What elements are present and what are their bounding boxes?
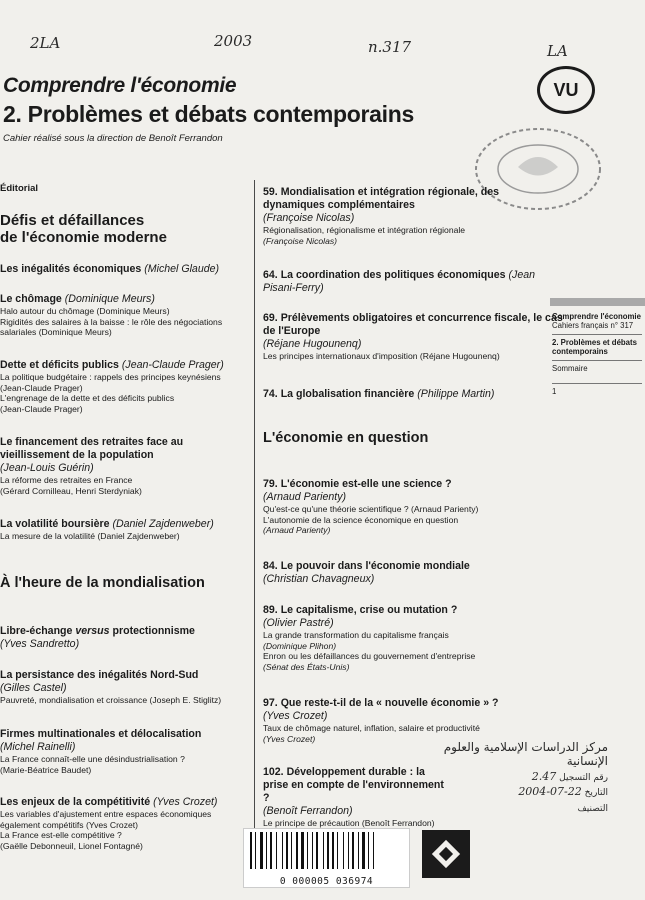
- entry-title: Le pouvoir dans l'économie mondiale: [280, 560, 470, 572]
- toc-entry[interactable]: [263, 604, 563, 672]
- entry-sub: La grande transformation du capitalisme français: [263, 630, 449, 640]
- entry-sub: (Jean-Claude Prager): [0, 403, 83, 414]
- barcode-bar: [343, 832, 344, 869]
- entry-author: (Philippe Martin): [417, 388, 495, 400]
- entry-sub: Enron ou les défaillances du gouvernement d'entreprise: [263, 651, 476, 662]
- entry-title: Le capitalisme, crise ou mutation ?: [280, 604, 458, 616]
- entry-author: (Yves Crozet): [263, 710, 328, 722]
- entry-author: (Benoît Ferrandon): [263, 805, 353, 817]
- side-issue: 2. Problèmes et débats contemporains: [552, 334, 642, 356]
- entry-page-number: 64.: [263, 269, 278, 281]
- barcode-bar: [368, 832, 369, 869]
- entry-sub: (Sénat des États-Unis): [263, 661, 350, 672]
- entry-title: Libre-échange: [0, 625, 73, 637]
- toc-entry[interactable]: [0, 669, 250, 706]
- entry-author: (Christian Chavagneux): [263, 573, 375, 585]
- toc-entry[interactable]: [263, 312, 563, 362]
- editorial-label: Éditorial: [0, 183, 39, 194]
- barcode-bar: [358, 832, 359, 869]
- toc-entry[interactable]: [263, 269, 563, 295]
- entry-title: Les inégalités économiques: [0, 263, 142, 275]
- entry-page-number: 102.: [263, 766, 284, 778]
- barcode-bar: [282, 832, 283, 869]
- entry-sub: La France connaît-elle une désindustrialisation ?: [0, 754, 185, 764]
- barcode-bar: [286, 832, 288, 869]
- barcode-bar: [327, 832, 329, 869]
- stamp-reg-value: 2.47: [531, 770, 557, 783]
- stamp-classify-label: التصنيف: [577, 804, 608, 814]
- side-series: Comprendre l'économie: [552, 312, 641, 321]
- entry-sub: La réforme des retraites en France: [0, 475, 133, 485]
- barcode-bar: [266, 832, 267, 869]
- barcode-bars-icon: [244, 829, 409, 871]
- stamp-date-value: 22-07-2004: [518, 785, 582, 798]
- entry-sub: Régionalisation, régionalisme et intégration régionale: [263, 225, 466, 235]
- entry-sub: Taux de chômage naturel, inflation, salaire et productivité: [263, 723, 480, 733]
- entry-title: La coordination des politiques économiques: [280, 269, 506, 281]
- entry-sub: L'autonomie de la science économique en question: [263, 514, 459, 525]
- toc-entry[interactable]: [0, 796, 250, 851]
- toc-entry[interactable]: [263, 560, 563, 586]
- toc-entry[interactable]: [0, 518, 250, 542]
- entry-sub: La politique budgétaire : rappels des principes keynésiens: [0, 372, 221, 382]
- side-panel-bar: [550, 298, 645, 306]
- barcode-bar: [270, 832, 272, 869]
- entry-sub: La France est-elle compétitive ?: [0, 830, 122, 841]
- handwritten-corner-note: LA: [547, 42, 568, 60]
- entry-sub: La mesure de la volatilité (Daniel Zajdenweber): [0, 531, 180, 541]
- entry-sub: salariales (Dominique Meurs): [0, 327, 112, 338]
- entry-title: Dette et déficits publics: [0, 359, 119, 371]
- entry-sub: L'engrenage de la dette et des déficits publics: [0, 393, 175, 404]
- entry-sub: Le principe de précaution (Benoît Ferrandon): [263, 818, 435, 828]
- entry-page-number: 79.: [263, 478, 278, 490]
- side-panel: [552, 312, 642, 396]
- entry-sub: (Marie-Béatrice Baudet): [0, 764, 92, 775]
- entry-title: Les enjeux de la compétitivité: [0, 796, 151, 808]
- entry-title: Prélèvements obligatoires et concurrence fiscale, le cas de l'Europe: [263, 312, 563, 337]
- entry-title: Le financement des retraites face au vieillissement de la population: [0, 436, 184, 461]
- entry-page-number: 89.: [263, 604, 278, 616]
- column-divider: [254, 180, 255, 840]
- entry-page-number: 84.: [263, 560, 278, 572]
- entry-title-italic: versus: [75, 625, 110, 637]
- entry-sub: (Gérard Cornilleau, Henri Sterdyniak): [0, 485, 142, 496]
- part2-title: À l'heure de la mondialisation: [0, 575, 205, 591]
- entry-author: (Yves Crozet): [153, 796, 218, 808]
- stamp-date-label: التاريخ: [584, 788, 608, 798]
- entry-author: (Jean-Louis Guérin): [0, 462, 94, 474]
- part1-title-line1: Défis et défaillances: [0, 212, 145, 229]
- entry-sub: Les variables d'ajustement entre espaces économiques: [0, 809, 212, 819]
- barcode-bar: [255, 832, 256, 869]
- toc-entry[interactable]: [263, 478, 563, 536]
- handwritten-number: n.317: [368, 38, 412, 56]
- entry-title-rest: protectionnisme: [112, 625, 195, 637]
- entry-author: (Michel Glaude): [144, 263, 220, 275]
- entry-title: Firmes multinationales et délocalisation: [0, 728, 202, 740]
- vu-logo-text: VU: [553, 79, 579, 100]
- side-cahier: Cahiers français n° 317: [552, 321, 634, 330]
- barcode-bar: [332, 832, 334, 869]
- barcode-bar: [291, 832, 292, 869]
- side-page-number: 1: [552, 383, 642, 396]
- barcode-bar: [316, 832, 318, 869]
- toc-entry[interactable]: [263, 697, 563, 744]
- barcode-bar: [323, 832, 324, 869]
- entry-author: (Arnaud Parienty): [263, 491, 347, 503]
- entry-title: La persistance des inégalités Nord-Sud: [0, 669, 199, 681]
- entry-author: (Jean-Claude Prager): [121, 359, 224, 371]
- entry-sub: (Yves Crozet): [263, 733, 316, 744]
- barcode-bar: [373, 832, 374, 869]
- barcode: [243, 828, 410, 888]
- barcode-bar: [250, 832, 252, 869]
- toc-entry[interactable]: [0, 293, 250, 338]
- entry-title: Le chômage: [0, 293, 62, 305]
- entry-sub: (Dominique Plihon): [263, 640, 337, 651]
- entry-sub: (Jean-Claude Prager): [0, 382, 83, 393]
- issue-subtitle: Cahier réalisé sous la direction de Benoît Ferrandon: [3, 133, 223, 144]
- entry-author: (Yves Sandretto): [0, 638, 80, 650]
- entry-page-number: 69.: [263, 312, 278, 324]
- entry-sub: Halo autour du chômage (Dominique Meurs): [0, 306, 170, 316]
- entry-page-number: 74.: [263, 388, 278, 400]
- entry-title: Que reste-t-il de la « nouvelle économie » ?: [280, 697, 499, 709]
- entry-title: Mondialisation et intégration régionale, des dynamiques complémentaires: [263, 186, 500, 211]
- toc-entry[interactable]: [0, 728, 250, 775]
- entry-page-number: 59.: [263, 186, 278, 198]
- barcode-bar: [301, 832, 304, 869]
- entry-sub: Pauvreté, mondialisation et croissance (Joseph E. Stiglitz): [0, 695, 222, 705]
- barcode-bar: [348, 832, 349, 869]
- barcode-bar: [276, 832, 277, 869]
- entry-author: (Michel Rainelli): [0, 741, 76, 753]
- issue-title: 2. Problèmes et débats contemporains: [3, 101, 414, 127]
- barcode-bar: [362, 832, 365, 869]
- entry-author: (Françoise Nicolas): [263, 212, 355, 224]
- vu-logo: [537, 66, 595, 114]
- barcode-bar: [352, 832, 354, 869]
- entry-author: (Olivier Pastré): [263, 617, 334, 629]
- entry-sub: également compétitifs (Yves Crozet): [0, 819, 139, 830]
- barcode-number: 0 000005 036974: [279, 876, 374, 887]
- stamp-reg-label: رقم التسجيل: [559, 773, 608, 783]
- entry-author: (Réjane Hugounenq): [263, 338, 362, 350]
- toc-entry[interactable]: [263, 388, 563, 401]
- entry-sub: Les principes internationaux d'imposition (Réjane Hugounenq): [263, 351, 500, 361]
- barcode-bar: [296, 832, 298, 869]
- entry-title: L'économie est-elle une science ?: [280, 478, 452, 490]
- toc-entry[interactable]: [263, 186, 563, 246]
- arabic-stamp: [408, 740, 608, 814]
- entry-title: Développement durable : la prise en compte de l'environnement ?: [263, 766, 444, 804]
- publisher-logo-icon: [422, 830, 470, 878]
- entry-sub: (Gaëlle Debonneuil, Lionel Fontagné): [0, 840, 143, 851]
- entry-author: (Daniel Zajdenweber): [112, 518, 214, 530]
- entry-page-number: 97.: [263, 697, 278, 709]
- part1-title-line2: de l'économie moderne: [0, 229, 167, 246]
- toc-entry[interactable]: [0, 436, 232, 496]
- series-title: Comprendre l'économie: [3, 74, 237, 97]
- part3-title: L'économie en question: [263, 430, 429, 446]
- entry-author: (Gilles Castel): [0, 682, 67, 694]
- entry-author: (Dominique Meurs): [64, 293, 155, 305]
- barcode-bar: [337, 832, 338, 869]
- toc-entry[interactable]: [0, 263, 250, 276]
- stamp-institution: مركز الدراسات الإسلامية والعلوم الإنسانية: [443, 740, 608, 768]
- entry-sub: (Arnaud Parienty): [263, 525, 331, 536]
- entry-sub: (Françoise Nicolas): [263, 235, 338, 246]
- toc-entry[interactable]: [0, 359, 250, 414]
- barcode-bar: [312, 832, 313, 869]
- entry-title: La volatilité boursière: [0, 518, 110, 530]
- side-sommaire: Sommaire: [552, 360, 642, 373]
- part1-title: [0, 212, 250, 246]
- entry-sub: Qu'est-ce qu'une théorie scientifique ? (Arnaud Parienty): [263, 504, 479, 514]
- entry-title: La globalisation financière: [280, 388, 415, 400]
- handwritten-year: 2003: [214, 32, 253, 50]
- entry-author: (Jean Pisani-Ferry): [263, 269, 535, 294]
- entry-sub: Rigidités des salaires à la baisse : le rôle des négociations: [0, 316, 223, 327]
- barcode-bar: [260, 832, 263, 869]
- handwritten-left-note: 2LA: [30, 34, 61, 52]
- toc-entry[interactable]: [0, 625, 250, 651]
- barcode-bar: [307, 832, 308, 869]
